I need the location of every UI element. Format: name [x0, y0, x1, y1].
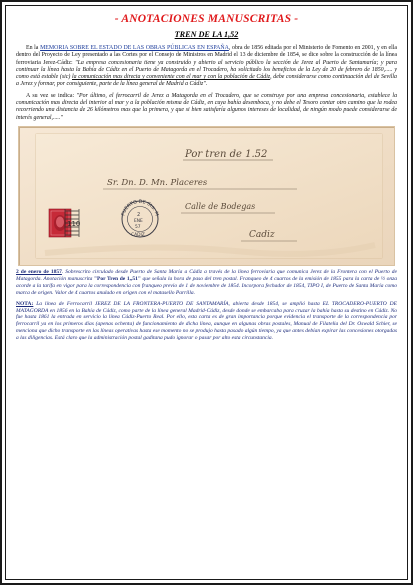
page-title: - ANOTACIONES MANUSCRITAS -	[114, 13, 299, 25]
manuscript-annotation: Por tren de 1.52	[185, 148, 268, 160]
para1-quote-end: , debe considerarse como continuación del de Sevilla a Jerez y formar, por consiguiente, parte de la línea general de Madrid a Cádiz".	[16, 74, 397, 88]
para1-c: , obra de 1856 editada por el Ministerio de Fomento en 2001, y en ella dentro del Proyecto de Ley presentado a las Cortes por el Consejo de Ministros en Madrid el 13 de diciembre de 1854, se dice sobre la construcción de la línea ferroviaria Jerez-Cádiz:	[16, 45, 397, 66]
caption-date: 2 de enero de 1857	[16, 268, 62, 275]
addressee-line: Sr. Dn. D. Mn. Placeres	[107, 177, 208, 188]
historical-note	[16, 301, 397, 342]
para1-quote: "La empresa concesionaria tiene ya construido y abierto al servicio público la sección de Jerez al Puerto de Santamaría; y para continuar la línea hasta la Bahía de Cádiz en el Puerto de Matagorda en el Trocadero, ha solicitado los beneficios de la Ley de 20 de febrero de 1850,..... y como está estable (sic)	[16, 59, 397, 81]
postmark-city: CADIZ	[131, 232, 145, 238]
letter-cover	[35, 133, 383, 259]
grill-number: 110	[67, 219, 81, 228]
para2-a: A su vez se indica:	[26, 92, 77, 99]
para1-underlined: la comunicación mas directa y conveniente con el mar y con la población de Cádiz	[71, 74, 271, 81]
caption-text-2: que señala la hora de paso del tren postal. Franqueo de 4 cuartos de la emisión de 1855 para la carta de ½ onza acorde a la tarifa en vigor para la correspondencia con franqueo previo de 1 de noviembre de 1854. Incorpora fechador de 1854, TIPO I, de Puerto de Santa María como marca de origen. Valor de 4 cuartos anulado en origen con el matasello Parrilla.	[16, 275, 397, 296]
intro-paragraph	[16, 45, 397, 89]
postmark-year: 57	[135, 224, 141, 230]
page-subtitle: TREN DE LA 1,52	[174, 30, 239, 39]
para1-a: En la	[26, 45, 41, 51]
postmark-month: ENE	[134, 218, 143, 224]
para2-quote: "Por último, el ferrocarril de Jerez a Matagorda en el Trocadero, que se construye por una empresa concesionaria, establece la comunicación mas directa del interior al mar y a la población misma de Cádiz, en cuya bahía desemboca, y no debe el Tesoro contar otro camino que la rodea recorriendo una distancia de 26 kilómetros mas que la primera, y que si bien satisfaría algunos intereses de localidad, de ningún modo puede considerarse de interés general,....."	[16, 92, 398, 121]
cover-caption	[16, 269, 397, 297]
street-line: Calle de Bodegas	[185, 201, 256, 211]
caption-quote: "Por Tren de 1,,51"	[94, 275, 141, 282]
note-text: La línea de Ferrocarril JEREZ DE LA FRONTERA-PUERTO DE SANTAMARÍA, abierta desde 1854, se amplió hasta EL TROCADERO-PUERTO DE MATAGORDA en 1856 en la Bahía de Cádiz, como parte de la línea general Madrid-Cádiz, desde donde se embarcaba para cruzar la bahía hasta su destino en Cádiz. No fue hasta 1861 la entrada en servicio la línea Cádiz-Puerto Real. Por ello, esta carta es de gran importancia porque evidencia el transporte de la correspondencia por ferrocarril ya en los primeros días (apenas ochenta) de funcionamiento de dicha línea, aunque en algunas obras postales, Manual de Filatelia del Dr. Oswald Schier, se menciona que dicho transporte en las líneas operativas hasta ese momento no se produjo hasta pasado algún tiempo, ya que antes debían expirar las concesiones otorgadas a las diligencias. Está claro que la administración postal gaditana pudo ignorar o pasar por alto esta circunstancia.	[16, 300, 397, 342]
second-paragraph	[16, 93, 397, 122]
cover-image	[18, 126, 395, 266]
postmark-top-text: PUERTO DE Sta. M	[121, 199, 159, 217]
memoria-title: MEMORIA SOBRE EL ESTADO DE LAS OBRAS PÚBLICAS EN ESPAÑA	[40, 45, 229, 51]
postmark-day: 2	[137, 211, 141, 218]
city-line: Cadiz	[249, 229, 275, 240]
caption-text: . Sobrescrito circulado desde Puerto de Santa María a Cádiz a través de la línea ferroviaria que comunica Jerez de la Frontera con el Puerto de Matagorda. Anotación manuscrita	[16, 268, 397, 282]
note-label: NOTA:	[16, 300, 34, 307]
